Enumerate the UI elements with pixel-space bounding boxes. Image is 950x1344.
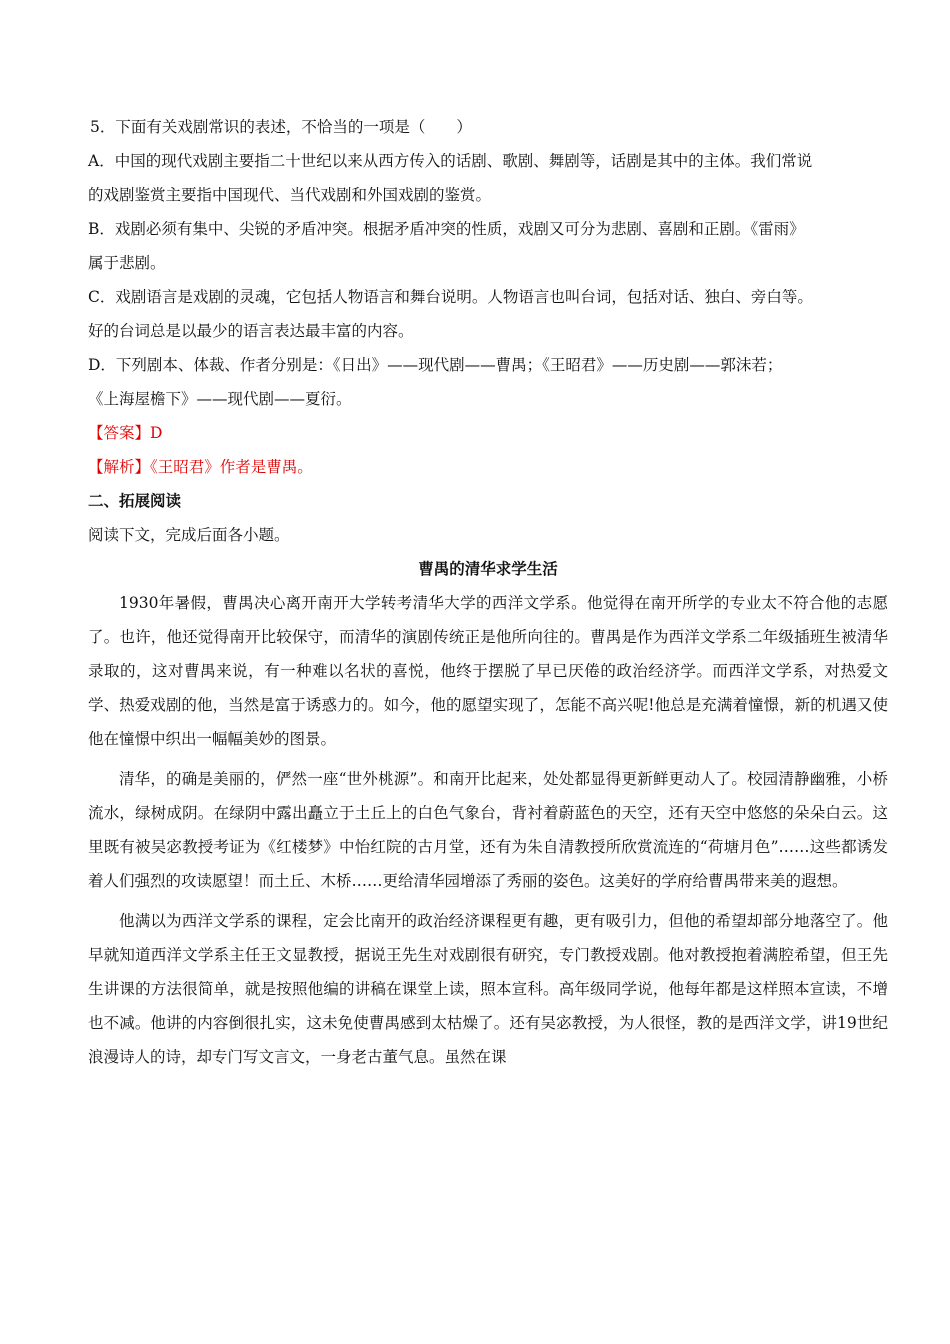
article-paragraph-1: 1930年暑假，曹禺决心离开南开大学转考清华大学的西洋文学系。他觉得在南开所学的专业太不符合他的志愿了。也许，他还觉得南开比较保守，而清华的演剧传统正是他所向往的。曹禺是作为西洋文学系二年级插班生被清华录取的，这对曹禺来说，有一种难以名状的喜悦，他终于摆脱了早已厌倦的政治经济学。而西洋文学系，对热爱文学、热爱戏剧的他，当然是富于诱惑力的。如今，他的愿望实现了，怎能不高兴呢!他总是充满着憧憬，新的机遇又使他在憧憬中织出一幅幅美妙的图景。 — [88, 594, 888, 748]
article-paragraph-2: 清华，的确是美丽的，俨然一座“世外桃源”。和南开比起来，处处都显得更新鲜更动人了。校园清静幽雅，小桥流水，绿树成阴。在绿阴中露出矗立于土丘上的白色气象台，背衬着蔚蓝色的天空，还有天空中悠悠的朵朵白云。这里既有被吴宓教授考证为《红楼梦》中怡红院的古月堂，还有为朱自清教授所欣赏流连的“荷塘月色”……这些都诱发着人们强烈的攻读愿望！而土丘、木桥……更给清华园增添了秀丽的姿色。这美好的学府给曹禺带来美的遐想。 — [88, 770, 888, 890]
question-stem: 5．下面有关戏剧常识的表述，不恰当的一项是（ ） — [90, 118, 472, 136]
question-block — [88, 110, 888, 484]
option-b-line-1: B．戏剧必须有集中、尖锐的矛盾冲突。根据矛盾冲突的性质，戏剧又可分为悲剧、喜剧和正剧。《雷雨》 — [88, 220, 805, 238]
answer-line: 【答案】D — [88, 424, 163, 442]
article — [88, 552, 888, 1074]
option-a-line-1: A．中国的现代戏剧主要指二十世纪以来从西方传入的话剧、歌剧、舞剧等，话剧是其中的主体。我们常说 — [88, 152, 813, 170]
option-c-line-2: 好的台词总是以最少的语言表达最丰富的内容。 — [88, 322, 414, 340]
analysis-line: 【解析】《王昭君》作者是曹禺。 — [88, 458, 313, 476]
article-paragraph-3: 他满以为西洋文学系的课程，定会比南开的政治经济课程更有趣，更有吸引力，但他的希望却部分地落空了。他早就知道西洋文学系主任王文显教授，据说王先生对戏剧很有研究，专门教授戏剧。他对教授抱着满腔希望，但王先生讲课的方法很简单，就是按照他编的讲稿在课堂上读，照本宣科。高年级同学说，他每年都是这样照本宣读，不增也不减。他讲的内容倒很扎实，这未免使曹禺感到太枯燥了。还有吴宓教授，为人很怪，教的是西洋文学，讲19世纪浪漫诗人的诗，却专门写文言文，一身老古董气息。虽然在课 — [88, 912, 888, 1066]
document-page — [88, 110, 888, 1074]
option-d-line-1: D．下列剧本、体裁、作者分别是：《日出》——现代剧——曹禺；《王昭君》——历史剧——郭沫若； — [88, 356, 783, 374]
section-instruction: 阅读下文，完成后面各小题。 — [88, 526, 290, 544]
option-b-line-2: 属于悲剧。 — [88, 254, 166, 272]
option-a-line-2: 的戏剧鉴赏主要指中国现代、当代戏剧和外国戏剧的鉴赏。 — [88, 186, 492, 204]
article-title: 曹禺的清华求学生活 — [418, 559, 558, 578]
section-heading: 二、拓展阅读 — [88, 491, 182, 510]
option-c-line-1: C．戏剧语言是戏剧的灵魂，它包括人物语言和舞台说明。人物语言也叫台词，包括对话、独白、旁白等。 — [88, 288, 813, 306]
option-d-line-2: 《上海屋檐下》——现代剧——夏衍。 — [88, 390, 352, 408]
